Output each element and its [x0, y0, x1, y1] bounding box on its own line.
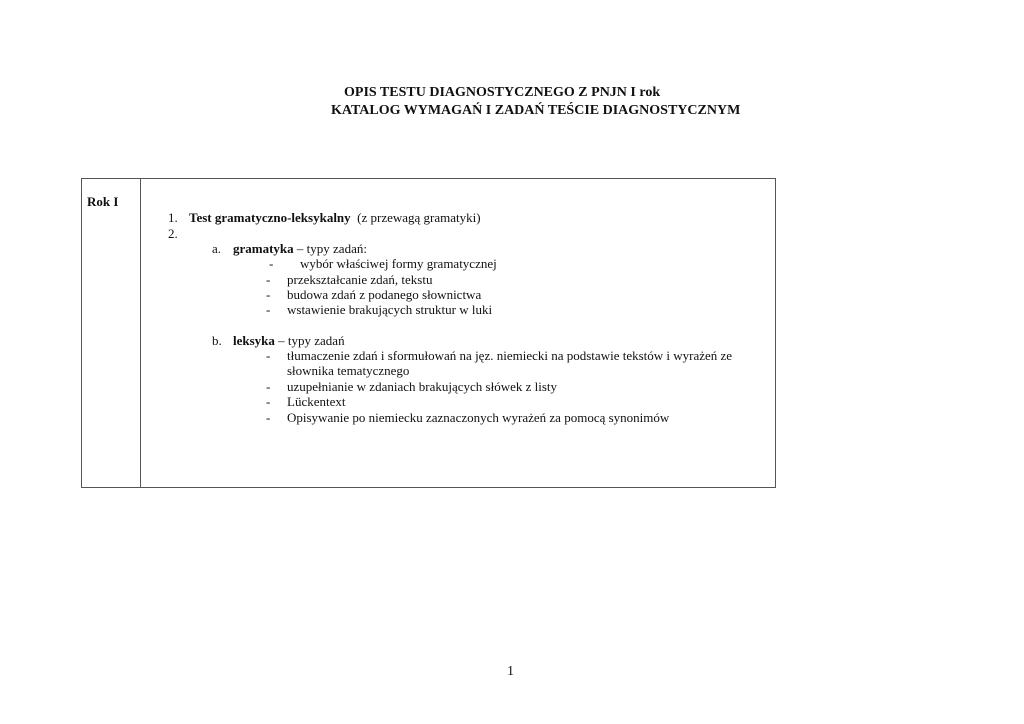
requirements-table	[81, 178, 776, 488]
section-b-bullet-1-line-2: słownika tematycznego	[287, 363, 410, 378]
bullet-dash: -	[266, 348, 271, 363]
section-b-bullet-1-line-1: tłumaczenie zdań i sformułowań na jęz. niemiecki na podstawie tekstów i wyrażeń ze	[287, 348, 733, 363]
row-label: Rok I	[87, 194, 119, 209]
section-b-letter: b.	[212, 333, 222, 348]
section-a-bullet-3: budowa zdań z podanego słownictwa	[287, 287, 482, 302]
bullet-dash: -	[266, 379, 271, 394]
item-1-rest: (z przewagą gramatyki)	[357, 210, 481, 225]
section-b-bullet-2: uzupełnianie w zdaniach brakujących słówek z listy	[287, 379, 558, 394]
bullet-dash: -	[266, 287, 271, 302]
section-a-heading	[233, 241, 367, 257]
section-b-heading	[233, 333, 345, 349]
section-b-rest: – typy zadań	[278, 333, 345, 348]
section-a-bold: gramatyka	[233, 241, 294, 256]
bullet-dash: -	[266, 302, 271, 317]
item-1-text	[189, 210, 481, 226]
document-title: OPIS TESTU DIAGNOSTYCZNEGO Z PNJN I rok	[344, 85, 661, 100]
section-b-bullet-4: Opisywanie po niemiecku zaznaczonych wyrażeń za pomocą synonimów	[287, 410, 670, 425]
section-a-bullet-4: wstawienie brakujących struktur w luki	[287, 302, 493, 317]
section-a-bullet-2: przekształcanie zdań, tekstu	[287, 272, 433, 287]
bullet-dash: -	[269, 256, 274, 271]
bullet-dash: -	[266, 394, 271, 409]
item-2-number: 2.	[168, 226, 178, 241]
item-1-bold: Test gramatyczno-leksykalny	[189, 210, 351, 225]
section-a-letter: a.	[212, 241, 222, 256]
section-a-rest: – typy zadań:	[296, 241, 367, 256]
bullet-dash: -	[266, 272, 271, 287]
column-divider	[140, 179, 141, 487]
document-subtitle: KATALOG WYMAGAŃ I ZADAŃ TEŚCIE DIAGNOSTYCZNYM	[331, 103, 741, 118]
section-a-bullet-1: wybór właściwej formy gramatycznej	[300, 256, 497, 271]
section-b-bold: leksyka	[233, 333, 275, 348]
section-b-bullet-3: Lückentext	[287, 394, 346, 409]
page-number: 1	[507, 664, 514, 679]
bullet-dash: -	[266, 410, 271, 425]
item-1-number: 1.	[168, 210, 178, 225]
